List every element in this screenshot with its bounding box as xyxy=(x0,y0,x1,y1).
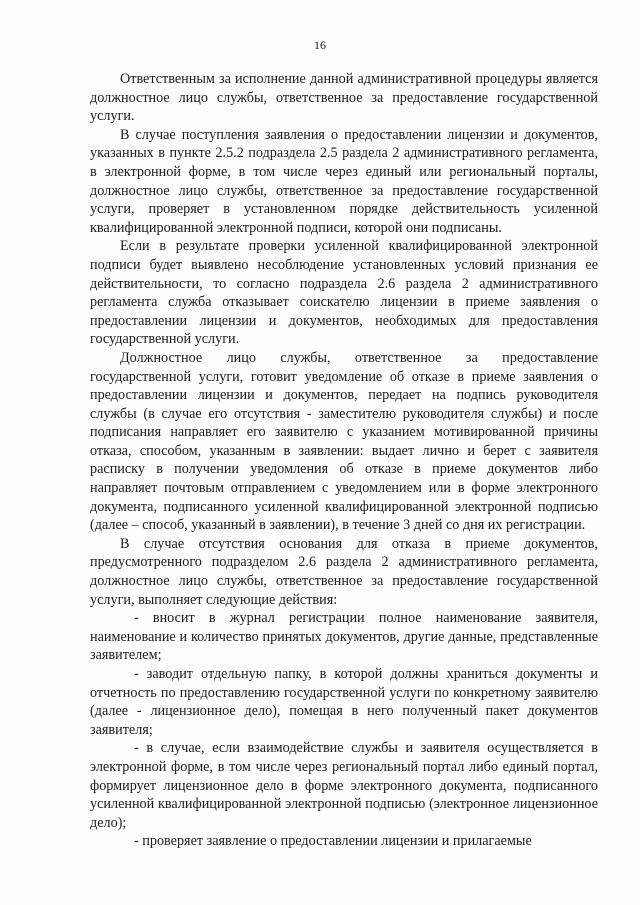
list-item-check-application: - проверяет заявление о предоставлении лицензии и прилагаемые xyxy=(134,833,532,850)
list-item-register-journal: - вносит в журнал регистрации полное наименование заявителя, наименование и количество принятых документов, другие данные, представленные заявителем; xyxy=(90,610,598,664)
list-item-electronic-license-file: - в случае, если взаимодействие службы и заявителя осуществляется в электронной форме, в том числе через региональный портал либо единый портал, формирует лицензионное дело в форме электронного документа, подписанного усиленной квалифицированной электронной подписью (электронное лицензионное дело); xyxy=(90,740,598,831)
paragraph-responsible-official: Ответственным за исполнение данной административной процедуры является должностное лицо службы, ответственное за предоставление государственной услуги. xyxy=(90,71,598,125)
paragraph-refusal-notice: Должностное лицо службы, ответственное за предоставление государственной услуги, готовит уведомление об отказе в приеме заявления о предоставлении лицензии и документов, передает на подпись руководителя службы (в случае его отсутствия - заместителю руководителя службы) и после подписания направляет его заявителю с указанием мотивированной причины отказа, способом, указанным в заявлении: выдает лично и берет с заявителя расписку в получении уведомления об отказе в приеме документов либо направляет почтовым отправлением с уведомлением или в форме электронного документа, подписанного усиленной квалифицированной электронной подписью (далее – способ, указанный в заявлении), в течение 3 дней со дня их регистрации. xyxy=(90,349,598,534)
paragraph-electronic-submission: В случае поступления заявления о предоставлении лицензии и документов, указанных в пункте 2.5.2 подраздела 2.5 раздела 2 административного регламента, в электронной форме, в том числе через единый или региональный порталы, должностное лицо службы, ответственное за предоставление государственной услуги, проверяет в установленном порядке действительность усиленной квалифицированной электронной подписи, которой они подписаны. xyxy=(90,126,598,236)
document-body xyxy=(90,70,598,851)
list-item-license-file: - заводит отдельную папку, в которой должны храниться документы и отчетность по предоставлению государственной услуги по конкретному заявителю (далее - лицензионное дело), помещая в него полученный пакет документов заявителя; xyxy=(90,666,598,738)
page-number: 16 xyxy=(314,38,326,52)
paragraph-signature-check: Если в результате проверки усиленной квалифицированной электронной подписи будет выявлено несоблюдение установленных условий признания ее действительности, то согласно подраздела 2.6 раздела 2 административного регламента служба отказывает соискателю лицензии в приеме заявления о предоставлении лицензии и документов, необходимых для предоставления государственной услуги. xyxy=(90,238,598,348)
paragraph-no-refusal-grounds: В случае отсутствия основания для отказа в приеме документов, предусмотренного подразделом 2.6 раздела 2 административного регламента, должностное лицо службы, ответственное за предоставление государственной услуги, выполняет следующие действия: xyxy=(90,535,598,608)
